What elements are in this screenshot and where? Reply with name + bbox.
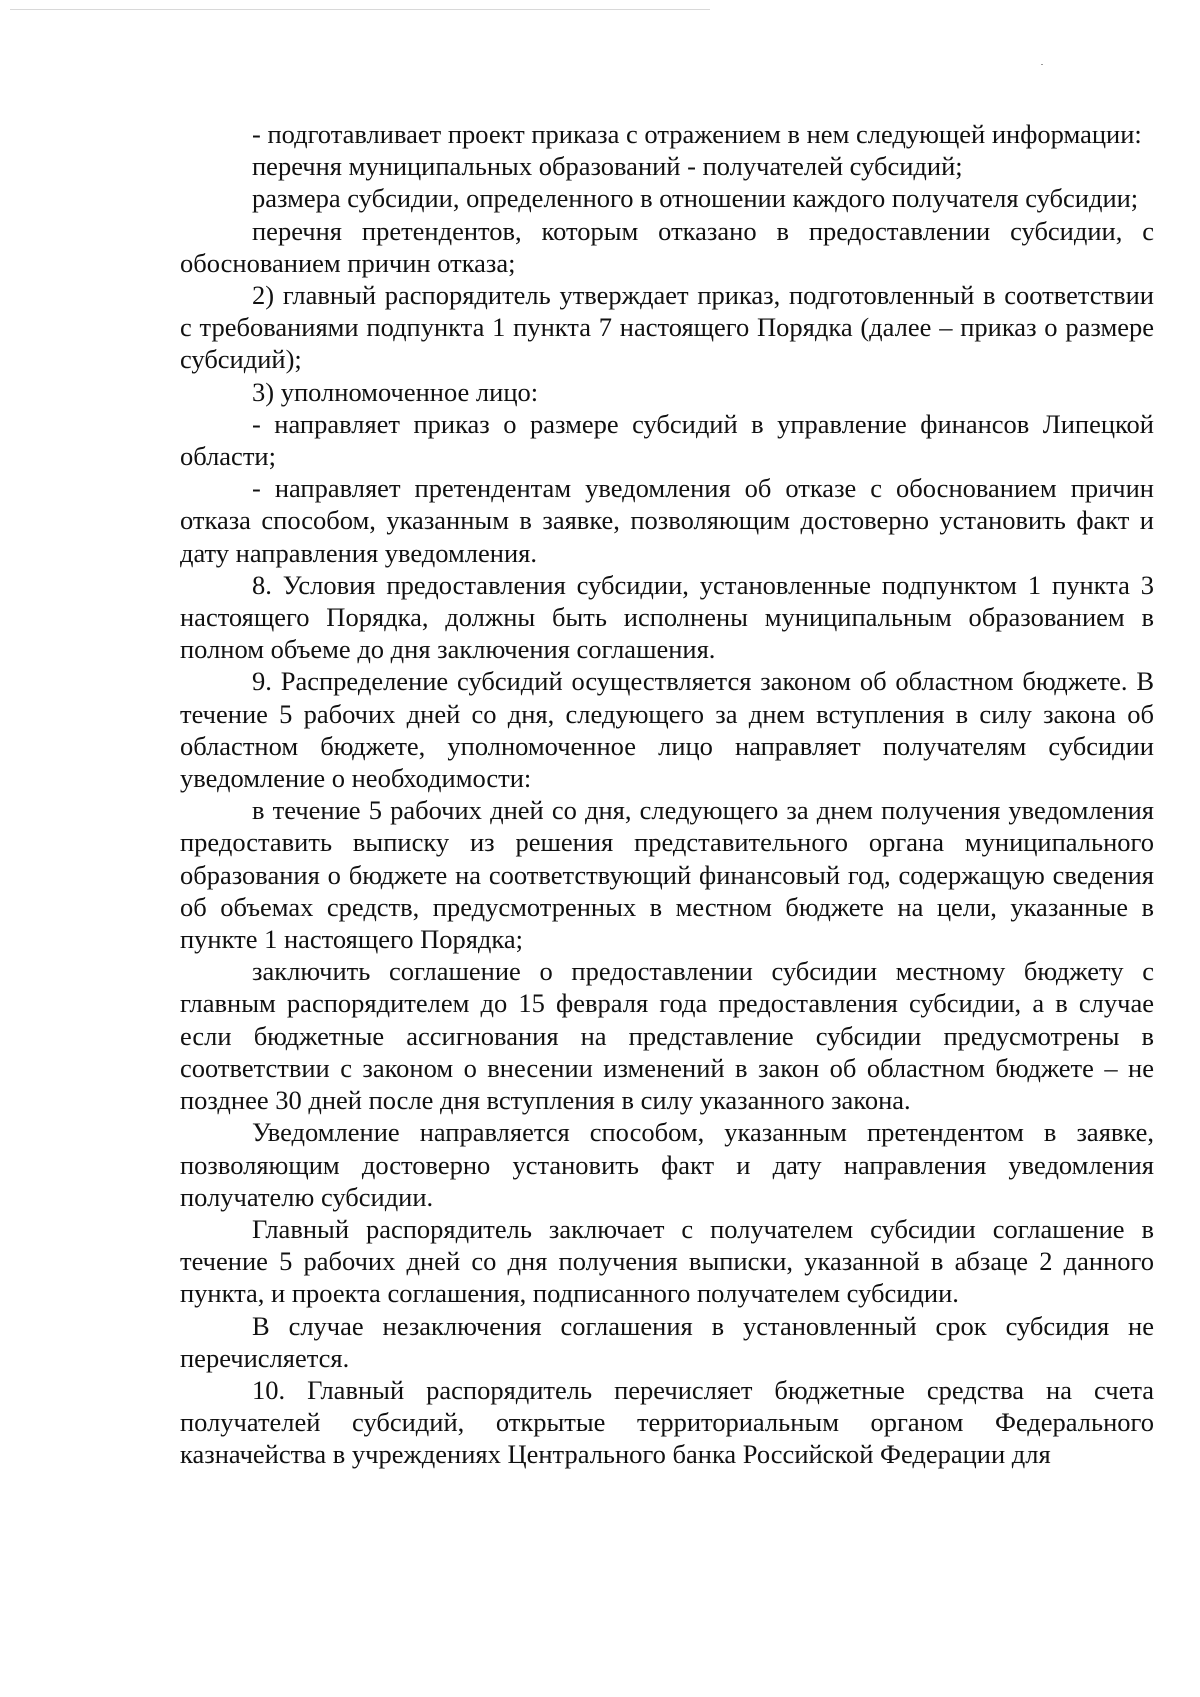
paragraph-12: заключить соглашение о предоставлении субсидии местному бюджету с главным распорядителем до 15 февраля года предоставления субсидии, а в случае если бюджетные ассигнования на представление субсидии предусмотрены в соответствии с законом о внесении изменений в закон об областном бюджете – не позднее 30 дней после дня вступления в силу указанного закона. <box>180 956 1154 1116</box>
paragraph-16: 10. Главный распорядитель перечисляет бюджетные средства на счета получателей субсидий, открытые территориальным органом Федерального казначейства в учреждениях Центрального банка Российской Федерации для <box>180 1374 1154 1470</box>
paragraph-11: в течение 5 рабочих дней со дня, следующего за днем получения уведомления предоставить выписку из решения представительного органа муниципального образования о бюджете на соответствующий финансовый год, содержащую сведения об объемах средств, предусмотренных в местном бюджете на цели, указанные в пункте 1 настоящего Порядка; <box>180 795 1154 955</box>
paragraph-2: перечня муниципальных образований - получателей субсидий; <box>252 151 963 182</box>
paragraph-13: Уведомление направляется способом, указанным претендентом в заявке, позволяющим достоверно установить факт и дату направления уведомления получателю субсидии. <box>180 1117 1154 1212</box>
paragraph-7: - направляет приказ о размере субсидий в управление финансов Липецкой области; <box>180 408 1154 472</box>
paragraph-9: 8. Условия предоставления субсидии, установленные подпунктом 1 пункта 3 настоящего Порядка, должны быть исполнены муниципальным образованием в полном объеме до дня заключения соглашения. <box>180 569 1154 665</box>
document-body <box>180 118 1154 1471</box>
paragraph-5: 2) главный распорядитель утверждает приказ, подготовленный в соответствии с требованиями подпункта 1 пункта 7 настоящего Порядка (далее – приказ о размере субсидий); <box>180 280 1154 375</box>
paragraph-14: Главный распорядитель заключает с получателем субсидии соглашение в течение 5 рабочих дней со дня получения выписки, указанной в абзаце 2 данного пункта, и проекта соглашения, подписанного получателем субсидии. <box>180 1213 1154 1309</box>
paragraph-4: перечня претендентов, которым отказано в предоставлении субсидии, с обоснованием причин отказа; <box>180 215 1154 278</box>
paragraph-15: В случае незаключения соглашения в установленный срок субсидия не перечисляется. <box>180 1310 1154 1373</box>
paragraph-1: - подготавливает проект приказа с отражением в нем следующей информации: <box>252 119 1142 149</box>
scan-edge-line <box>10 9 710 10</box>
scan-speck <box>1041 64 1043 65</box>
paragraph-10: 9. Распределение субсидий осуществляется законом об областном бюджете. В течение 5 рабочих дней со дня, следующего за днем вступления в силу закона об областном бюджете, уполномоченное лицо направляет получателям субсидии уведомление о необходимости: <box>180 666 1154 794</box>
paragraph-6: 3) уполномоченное лицо: <box>252 376 539 407</box>
paragraph-3: размера субсидии, определенного в отношении каждого получателя субсидии; <box>252 183 1139 214</box>
paragraph-8: - направляет претендентам уведомления об отказе с обоснованием причин отказа способом, указанным в заявке, позволяющим достоверно установить факт и дату направления уведомления. <box>180 473 1154 568</box>
